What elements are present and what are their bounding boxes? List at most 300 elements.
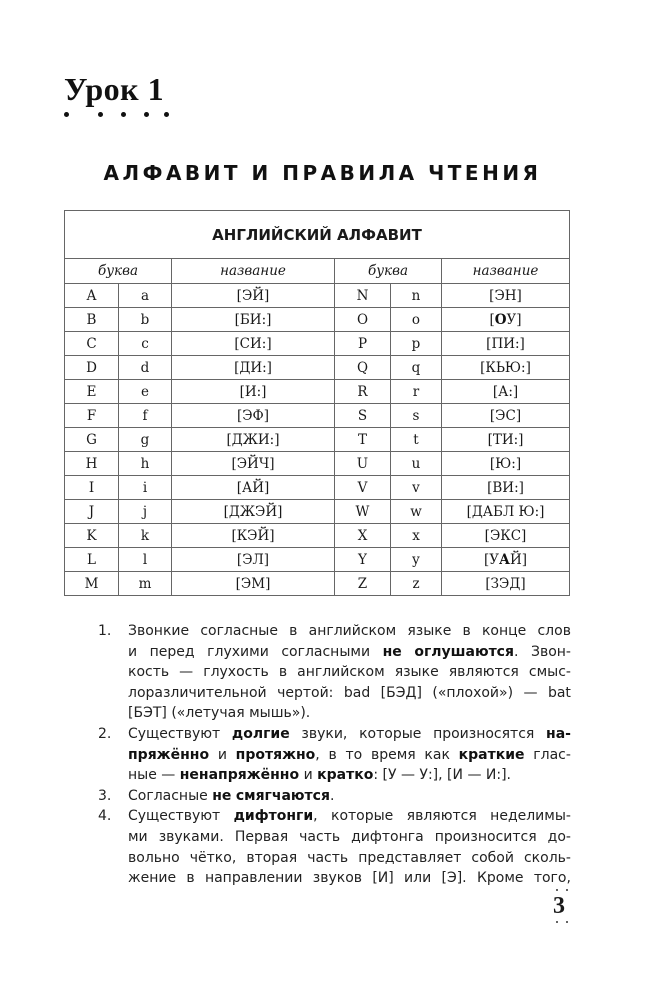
- word: [331, 806, 393, 827]
- text: время: [370, 746, 416, 763]
- uppercase-letter: A: [65, 284, 119, 308]
- text: [У: [382, 767, 397, 784]
- word: [128, 806, 220, 827]
- word: [533, 745, 571, 766]
- word: [128, 827, 148, 848]
- text: Первая: [234, 828, 289, 845]
- lowercase-letter: l: [119, 548, 172, 572]
- word: [128, 868, 176, 889]
- text: в: [462, 623, 471, 639]
- text: языке: [407, 623, 452, 639]
- word: [128, 621, 189, 642]
- word: [548, 827, 571, 848]
- name-segment: [: [489, 311, 495, 328]
- word: [234, 806, 318, 827]
- name-segment: [ДАБЛ Ю:]: [466, 503, 545, 520]
- page-number: 3: [553, 893, 565, 919]
- word: [279, 662, 287, 683]
- uppercase-letter: C: [65, 332, 119, 356]
- word: [203, 662, 269, 683]
- text: в: [328, 746, 337, 763]
- name-segment: [ТИ:]: [487, 431, 524, 448]
- word: [449, 662, 519, 683]
- lowercase-letter: z: [391, 572, 442, 596]
- word: [371, 745, 416, 766]
- word: [159, 827, 224, 848]
- letter-name: [442, 428, 570, 452]
- lowercase-letter: f: [119, 404, 172, 428]
- word: [128, 662, 169, 683]
- table-row: [65, 572, 570, 596]
- text: Согласные: [128, 787, 208, 804]
- text: :: [373, 767, 379, 784]
- letter-name: [442, 548, 570, 572]
- lowercase-letter: u: [391, 452, 442, 476]
- uppercase-letter: I: [65, 476, 119, 500]
- text: Звон-: [530, 643, 571, 660]
- text: являются: [406, 808, 477, 825]
- name-segment: [У: [483, 551, 499, 568]
- text: («летучая: [171, 705, 245, 722]
- text: («плохой»): [432, 684, 514, 701]
- word: [471, 848, 514, 869]
- text: [БЭТ]: [128, 705, 167, 722]
- name-segment: [ДЖИ:]: [226, 431, 280, 448]
- letter-name: [172, 476, 335, 500]
- word: [524, 683, 538, 704]
- bold-text: долгие: [231, 725, 290, 742]
- name-segment: [ЭЙ]: [236, 287, 270, 304]
- text: согласные: [200, 623, 278, 639]
- word: [190, 848, 237, 869]
- text: как: [424, 746, 450, 763]
- table-row: [65, 284, 570, 308]
- word: [205, 868, 303, 889]
- section-title: АЛФАВИТ И ПРАВИЛА ЧТЕНИЯ: [103, 161, 542, 185]
- text: глухими: [207, 643, 269, 660]
- uppercase-letter: Y: [335, 548, 391, 572]
- word: [435, 827, 537, 848]
- letter-name: [442, 404, 570, 428]
- uppercase-letter: V: [335, 476, 391, 500]
- word: [490, 806, 571, 827]
- name-segment: [И:]: [239, 383, 267, 400]
- text: сколь-: [523, 849, 571, 866]
- word: [128, 642, 137, 663]
- letter-name: [172, 524, 335, 548]
- lesson-title: Урок 1: [64, 71, 165, 107]
- name-segment: [ЭЛ]: [236, 551, 270, 568]
- word: [381, 683, 422, 704]
- lowercase-letter: h: [119, 452, 172, 476]
- table-row: [65, 428, 570, 452]
- text-line: [128, 868, 571, 889]
- word: [432, 683, 513, 704]
- letter-name: [172, 548, 335, 572]
- uppercase-letter: S: [335, 404, 391, 428]
- name-segment: [ЗЭД]: [485, 575, 526, 592]
- uppercase-letter: N: [335, 284, 391, 308]
- alphabet-table: [64, 210, 570, 596]
- word: [128, 724, 220, 745]
- bold-text: пряжённо: [128, 746, 210, 763]
- letter-name: [442, 308, 570, 332]
- word: [463, 621, 471, 642]
- word: [537, 621, 570, 642]
- table-row: [65, 476, 570, 500]
- text: в: [289, 623, 298, 639]
- letter-name: [442, 332, 570, 356]
- lowercase-letter: o: [391, 308, 442, 332]
- page-dot: [566, 921, 568, 923]
- name-segment: [СИ:]: [234, 335, 272, 352]
- name-segment: [А:]: [492, 383, 519, 400]
- letter-name: [442, 380, 570, 404]
- lowercase-letter: m: [119, 572, 172, 596]
- uppercase-letter: X: [335, 524, 391, 548]
- text: [БЭД]: [380, 684, 422, 701]
- name-segment: [ЭФ]: [236, 407, 270, 424]
- word: [441, 868, 466, 889]
- word: [309, 621, 397, 642]
- page-dot: [566, 889, 568, 891]
- list-number: 1.: [98, 623, 112, 639]
- name-segment: [ЭН]: [489, 287, 522, 304]
- lowercase-letter: j: [119, 500, 172, 524]
- table-row: [65, 452, 570, 476]
- lowercase-letter: g: [119, 428, 172, 452]
- name-segment: [ЭЙЧ]: [231, 455, 275, 472]
- table-row: [65, 500, 570, 524]
- uppercase-letter: B: [65, 308, 119, 332]
- text: того,: [533, 870, 571, 887]
- word: [128, 683, 267, 704]
- uppercase-letter: H: [65, 452, 119, 476]
- word: [128, 703, 310, 724]
- word: [128, 765, 511, 786]
- letter-name: [172, 380, 335, 404]
- text: часть: [307, 849, 349, 866]
- word: [407, 806, 477, 827]
- text: и: [128, 643, 138, 660]
- text-line: [128, 683, 571, 704]
- bold-text: протяжно: [235, 746, 316, 763]
- lowercase-letter: d: [119, 356, 172, 380]
- letter-name: [442, 452, 570, 476]
- text: У:],: [419, 767, 443, 784]
- letter-name: [172, 500, 335, 524]
- text: языке: [394, 664, 439, 681]
- uppercase-letter: Z: [335, 572, 391, 596]
- uppercase-letter: J: [65, 500, 119, 524]
- table-row: [65, 356, 570, 380]
- text: жение: [128, 870, 177, 887]
- name-segment: [КЬЮ:]: [480, 359, 531, 376]
- word: [344, 683, 370, 704]
- word: [383, 642, 402, 663]
- lowercase-letter: w: [391, 500, 442, 524]
- text: —: [400, 767, 415, 784]
- text-line: [128, 642, 571, 663]
- lowercase-letter: t: [391, 428, 442, 452]
- text-line: [128, 745, 571, 766]
- name-segment: [ЭМ]: [235, 575, 271, 592]
- word: [289, 621, 297, 642]
- uppercase-letter: R: [335, 380, 391, 404]
- text: [И: [447, 767, 463, 784]
- letter-name: [442, 524, 570, 548]
- text: вторая: [246, 849, 298, 866]
- bold-text: краткие: [458, 746, 525, 763]
- word: [358, 848, 461, 869]
- word: [236, 745, 320, 766]
- list-item: [98, 786, 571, 807]
- letter-name: [442, 476, 570, 500]
- word: [297, 662, 385, 683]
- word: [407, 621, 451, 642]
- text: —: [161, 767, 176, 784]
- word: [313, 868, 362, 889]
- bold-text: ненапряжённо: [179, 767, 300, 784]
- lowercase-letter: r: [391, 380, 442, 404]
- letter-name: [172, 356, 335, 380]
- list-number: 2.: [98, 725, 112, 742]
- text-line: [128, 724, 571, 745]
- text: bat: [547, 684, 571, 701]
- lowercase-letter: p: [391, 332, 442, 356]
- bold-text: оглушаются: [414, 643, 514, 660]
- text-line: [128, 765, 571, 786]
- text: конце: [481, 623, 527, 639]
- word: [277, 683, 333, 704]
- text: чётко,: [189, 849, 237, 866]
- bold-text: на-: [546, 725, 571, 742]
- text: направлении: [204, 870, 303, 887]
- letter-name: [442, 500, 570, 524]
- name-segment: [АЙ]: [236, 479, 270, 496]
- text: .: [513, 643, 519, 660]
- text: звуков: [312, 870, 363, 887]
- text: чертой:: [277, 684, 334, 701]
- text: то: [345, 746, 363, 763]
- header-name: название: [172, 259, 335, 284]
- text: или: [404, 870, 432, 887]
- uppercase-letter: K: [65, 524, 119, 548]
- word: [235, 827, 288, 848]
- uppercase-letter: G: [65, 428, 119, 452]
- lowercase-letter: s: [391, 404, 442, 428]
- decorative-dots: [64, 112, 169, 118]
- text: перед: [149, 643, 195, 660]
- text: собой: [471, 849, 514, 866]
- page-dot: [556, 921, 558, 923]
- text: —: [179, 664, 194, 681]
- text: слов: [537, 623, 571, 639]
- table-title: АНГЛИЙСКИЙ АЛФАВИТ: [65, 211, 570, 259]
- text: которые: [330, 808, 394, 825]
- header-letter: буква: [335, 259, 442, 284]
- text: глухость: [203, 664, 269, 681]
- name-segment: А: [498, 551, 510, 568]
- name-segment: [КЭЙ]: [231, 527, 275, 544]
- letter-name: [172, 404, 335, 428]
- text-line: [128, 662, 571, 683]
- list-item: [98, 621, 571, 724]
- lowercase-letter: v: [391, 476, 442, 500]
- name-segment: [БИ:]: [234, 311, 272, 328]
- list-number: 3.: [98, 787, 112, 804]
- text: Кроме: [476, 870, 524, 887]
- word: [482, 621, 526, 642]
- text: согласными: [281, 643, 371, 660]
- letter-name: [442, 284, 570, 308]
- letter-name: [172, 572, 335, 596]
- table-body: [65, 284, 570, 596]
- text: произносится: [434, 828, 537, 845]
- word: [128, 745, 209, 766]
- text: звуками.: [158, 828, 224, 845]
- name-segment: [Ю:]: [489, 455, 522, 472]
- text: Существуют: [128, 725, 221, 742]
- word: [433, 724, 534, 745]
- uppercase-letter: L: [65, 548, 119, 572]
- letter-name: [442, 356, 570, 380]
- table-row: [65, 332, 570, 356]
- word: [218, 745, 227, 766]
- text: ,: [313, 808, 318, 825]
- word: [128, 848, 180, 869]
- text: в: [278, 664, 288, 681]
- name-segment: У]: [506, 311, 522, 328]
- text: представляет: [358, 849, 462, 866]
- text: вольно: [128, 849, 180, 866]
- text: Звонкие: [128, 623, 190, 639]
- name-segment: [ЭС]: [489, 407, 522, 424]
- lowercase-letter: b: [119, 308, 172, 332]
- uppercase-letter: E: [65, 380, 119, 404]
- word: [299, 827, 340, 848]
- text: дифтонга: [351, 828, 424, 845]
- lowercase-letter: a: [119, 284, 172, 308]
- letter-name: [172, 428, 335, 452]
- text: в: [186, 870, 195, 887]
- table-row: [65, 548, 570, 572]
- list-item: [98, 724, 571, 786]
- text-line: [128, 848, 571, 869]
- lowercase-letter: x: [391, 524, 442, 548]
- word: [531, 642, 571, 663]
- text: ные: [128, 767, 157, 784]
- word: [345, 745, 362, 766]
- name-segment: [ДЖЭЙ]: [223, 503, 283, 520]
- text: глас-: [533, 746, 571, 763]
- uppercase-letter: Q: [335, 356, 391, 380]
- word: [395, 662, 439, 683]
- text: И:].: [485, 767, 511, 784]
- text: ,: [315, 746, 320, 763]
- letter-name: [172, 284, 335, 308]
- text: —: [523, 684, 538, 701]
- text: ми: [128, 828, 148, 845]
- letter-name: [172, 452, 335, 476]
- text: которые: [359, 725, 422, 742]
- uppercase-letter: T: [335, 428, 391, 452]
- uppercase-letter: M: [65, 572, 119, 596]
- lowercase-letter: q: [391, 356, 442, 380]
- text-line: [128, 827, 571, 848]
- text: неделимы-: [490, 808, 571, 825]
- word: [404, 868, 431, 889]
- lowercase-letter: i: [119, 476, 172, 500]
- word: [328, 745, 336, 766]
- text: и: [303, 767, 313, 784]
- bold-text: смягчаются: [235, 787, 330, 804]
- header-name: название: [442, 259, 570, 284]
- word: [281, 642, 370, 663]
- reading-rules-list: [98, 621, 571, 889]
- bold-text: не: [212, 787, 232, 804]
- text: лоразличительной: [128, 684, 267, 701]
- lowercase-letter: y: [391, 548, 442, 572]
- header-letter: буква: [65, 259, 172, 284]
- text: часть: [299, 828, 341, 845]
- word: [524, 848, 571, 869]
- text: английском: [297, 664, 385, 681]
- word: [200, 621, 278, 642]
- uppercase-letter: W: [335, 500, 391, 524]
- word: [207, 642, 269, 663]
- bold-text: кратко: [317, 767, 374, 784]
- text: до-: [547, 828, 571, 845]
- word: [459, 745, 525, 766]
- word: [301, 724, 347, 745]
- text-line: [128, 786, 571, 807]
- bold-text: не: [382, 643, 402, 660]
- uppercase-letter: F: [65, 404, 119, 428]
- bold-text: дифтонги: [233, 808, 314, 825]
- text: [И]: [372, 870, 394, 887]
- name-segment: [ВИ:]: [487, 479, 524, 496]
- text-line: [128, 621, 571, 642]
- table-row: [65, 380, 570, 404]
- word: [477, 868, 524, 889]
- text-line: [128, 703, 571, 724]
- word: [179, 662, 193, 683]
- name-segment: О: [494, 311, 507, 328]
- word: [150, 642, 195, 663]
- word: [529, 662, 571, 683]
- text: bad: [343, 684, 371, 701]
- lowercase-letter: e: [119, 380, 172, 404]
- lowercase-letter: n: [391, 284, 442, 308]
- text: являются: [448, 664, 519, 681]
- letter-name: [172, 308, 335, 332]
- text: [Э].: [441, 870, 467, 887]
- text: произносятся: [433, 725, 535, 742]
- uppercase-letter: P: [335, 332, 391, 356]
- text: звуки,: [301, 725, 348, 742]
- name-segment: [ЭКС]: [484, 527, 527, 544]
- table-row: [65, 308, 570, 332]
- uppercase-letter: D: [65, 356, 119, 380]
- word: [307, 848, 348, 869]
- text: смыс-: [528, 664, 571, 681]
- name-segment: Й]: [509, 551, 528, 568]
- word: [372, 868, 393, 889]
- text: .: [329, 787, 335, 804]
- word: [424, 745, 450, 766]
- lowercase-letter: c: [119, 332, 172, 356]
